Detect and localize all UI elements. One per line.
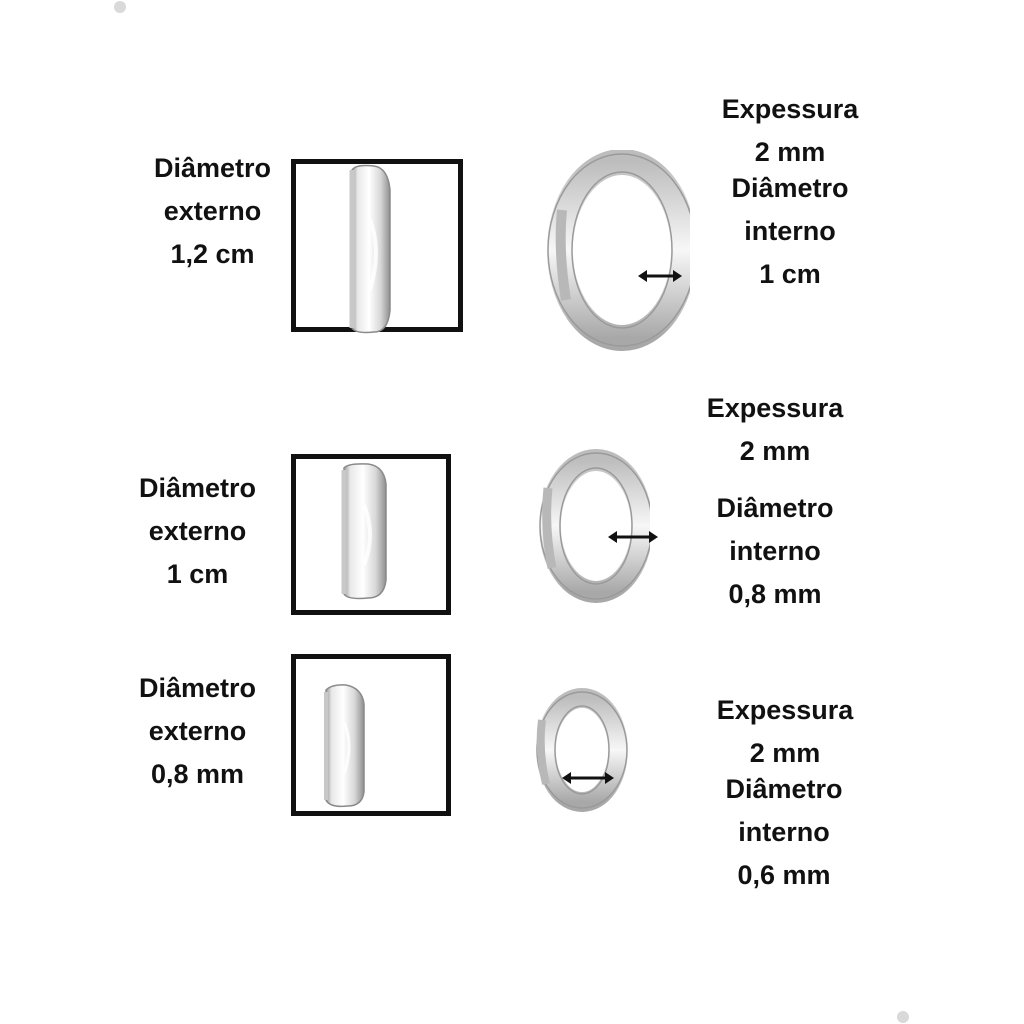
thickness-arrow-1: [636, 266, 684, 286]
outer-diameter-title-2: Diâmetro: [138, 473, 257, 503]
inner-diameter-label-1: [715, 167, 865, 296]
outer-diameter-title-3: Diâmetro: [138, 673, 257, 703]
outer-diameter-label-3: [125, 667, 270, 796]
thickness-arrow-2: [606, 527, 660, 547]
earring-side-view-3: [318, 682, 368, 810]
earring-front-view-1: [540, 150, 690, 355]
inner-diameter-title-1: Diâmetro: [731, 173, 849, 203]
thickness-label-2: [690, 387, 860, 473]
outer-diameter-label-2: [125, 467, 270, 596]
earring-side-view-1: [340, 160, 400, 340]
outer-diameter-subtitle-1: externo: [163, 196, 262, 226]
thickness-title-2: Expessura: [706, 393, 844, 423]
inner-diameter-subtitle-1: interno: [744, 216, 836, 246]
side-view-frame-3: [291, 654, 451, 816]
thickness-value-3: 2 mm: [749, 738, 821, 768]
outer-diameter-subtitle-3: externo: [148, 716, 247, 746]
thickness-label-1: [705, 88, 875, 174]
thickness-arrow-3: [560, 768, 616, 788]
outer-diameter-value-2: 1 cm: [166, 559, 229, 589]
outer-diameter-title-1: Diâmetro: [153, 153, 272, 183]
thickness-value-1: 2 mm: [754, 137, 826, 167]
inner-diameter-label-3: [709, 768, 859, 897]
corner-dot-bottom: [897, 1011, 909, 1023]
outer-diameter-subtitle-2: externo: [148, 516, 247, 546]
outer-diameter-label-1: [140, 147, 285, 276]
outer-diameter-value-1: 1,2 cm: [170, 239, 255, 269]
thickness-value-2: 2 mm: [739, 436, 811, 466]
inner-diameter-value-3: 0,6 mm: [737, 860, 831, 890]
inner-diameter-value-1: 1 cm: [759, 259, 821, 289]
thickness-label-3: [700, 689, 870, 775]
corner-dot-top: [114, 1, 126, 13]
inner-diameter-title-3: Diâmetro: [725, 774, 843, 804]
thickness-title-3: Expessura: [716, 695, 854, 725]
inner-diameter-subtitle-3: interno: [738, 817, 830, 847]
inner-diameter-value-2: 0,8 mm: [728, 579, 822, 609]
earring-front-view-3: [526, 686, 630, 816]
inner-diameter-title-2: Diâmetro: [716, 493, 834, 523]
outer-diameter-value-3: 0,8 mm: [150, 759, 245, 789]
thickness-title-1: Expessura: [721, 94, 859, 124]
inner-diameter-label-2: [700, 487, 850, 616]
earring-side-view-2: [334, 460, 394, 605]
inner-diameter-subtitle-2: interno: [729, 536, 821, 566]
